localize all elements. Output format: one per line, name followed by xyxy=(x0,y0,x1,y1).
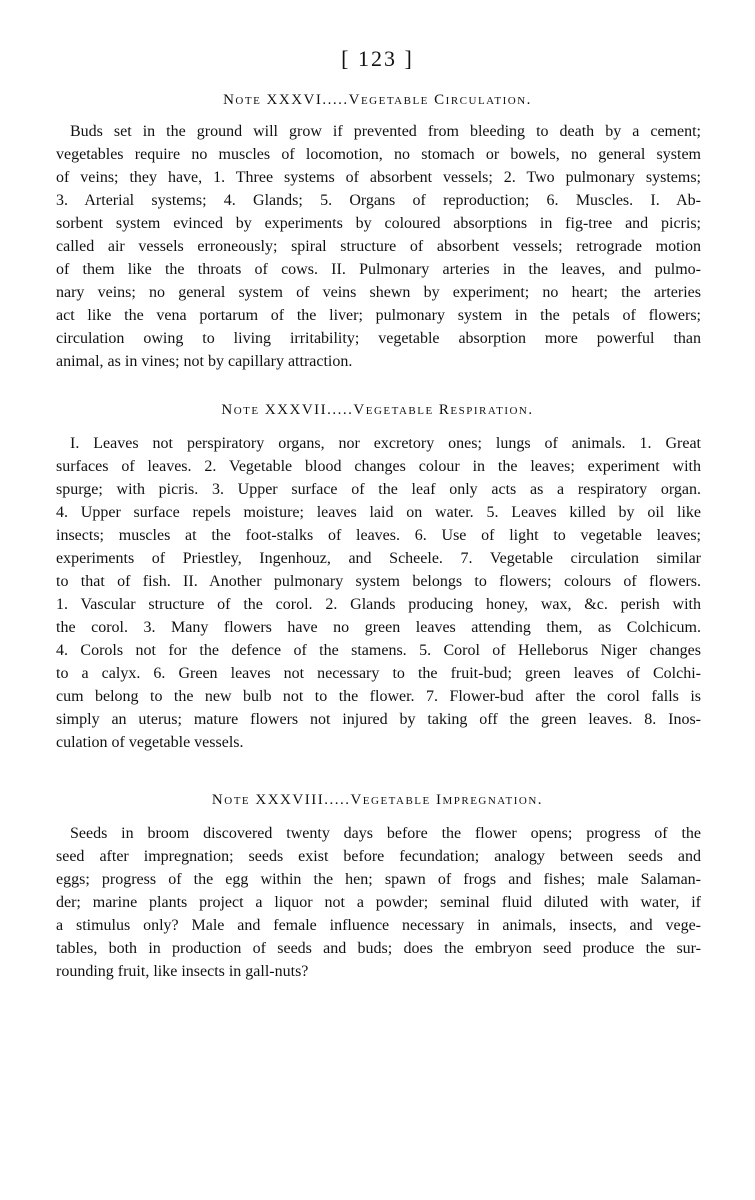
text-line: seed after impregnation; seeds exist before fecundation; analogy between seeds and xyxy=(56,848,701,865)
text-line: culation of vegetable vessels. xyxy=(56,734,244,751)
text-line: act like the vena portarum of the liver; pulmonary system in the petals of flowers; xyxy=(56,307,701,324)
page-number: [ 123 ] xyxy=(341,46,414,71)
section-body-impregnation xyxy=(56,822,701,983)
text-line: sorbent system evinced by experiments by coloured absorptions in fig-tree and picris; xyxy=(56,215,701,232)
text-line: to a calyx. 6. Green leaves not necessary to the fruit-bud; green leaves of Colchi- xyxy=(56,665,701,682)
text-line: to that of fish. II. Another pulmonary system belongs to flowers; colours of flowers. xyxy=(56,573,701,590)
text-line: of veins; they have, 1. Three systems of absorbent vessels; 2. Two pulmonary systems; xyxy=(56,169,701,186)
text-line: I. Leaves not perspiratory organs, nor excretory ones; lungs of animals. 1. Great xyxy=(70,435,701,452)
section-heading-respiration: Note XXXVII.....Vegetable Respiration. xyxy=(221,402,534,418)
text-line: experiments of Priestley, Ingenhouz, and Scheele. 7. Vegetable circulation similar xyxy=(56,550,701,567)
section-heading-impregnation: Note XXXVIII.....Vegetable Impregnation. xyxy=(211,792,544,808)
text-line: Seeds in broom discovered twenty days before the flower opens; progress of the xyxy=(70,825,701,842)
text-line: simply an uterus; mature flowers not injured by taking off the green leaves. 8. Inos- xyxy=(56,711,701,728)
text-line: der; marine plants project a liquor not a powder; seminal fluid diluted with water, if xyxy=(56,894,701,911)
text-line: the corol. 3. Many flowers have no green leaves attending them, as Colchicum. xyxy=(56,619,701,636)
text-line: 4. Corols not for the defence of the stamens. 5. Corol of Helleborus Niger changes xyxy=(56,642,701,659)
text-line: eggs; progress of the egg within the hen; spawn of frogs and fishes; male Salaman- xyxy=(56,871,701,888)
text-line: rounding fruit, like insects in gall-nuts? xyxy=(56,963,309,980)
text-line: animal, as in vines; not by capillary attraction. xyxy=(56,353,353,370)
text-line: 3. Arterial systems; 4. Glands; 5. Organs of reproduction; 6. Muscles. I. Ab- xyxy=(56,192,701,209)
text-line: nary veins; no general system of veins shewn by experiment; no heart; the arteries xyxy=(56,284,701,301)
text-line: tables, both in production of seeds and buds; does the embryon seed produce the sur- xyxy=(56,940,701,957)
text-line: vegetables require no muscles of locomotion, no stomach or bowels, no general system xyxy=(56,146,701,163)
text-line: insects; muscles at the foot-stalks of leaves. 6. Use of light to vegetable leaves; xyxy=(56,527,701,544)
text-line: Buds set in the ground will grow if prevented from bleeding to death by a cement; xyxy=(70,123,701,140)
text-line: spurge; with picris. 3. Upper surface of the leaf only acts as a respiratory organ. xyxy=(56,481,701,498)
text-line: cum belong to the new bulb not to the flower. 7. Flower-bud after the corol falls is xyxy=(56,688,701,705)
text-line: a stimulus only? Male and female influence necessary in animals, insects, and vege- xyxy=(56,917,701,934)
text-line: surfaces of leaves. 2. Vegetable blood changes colour in the leaves; experiment with xyxy=(56,458,701,475)
section-heading-circulation: Note XXXVI.....Vegetable Circulation. xyxy=(223,92,532,108)
text-line: 4. Upper surface repels moisture; leaves laid on water. 5. Leaves killed by oil like xyxy=(56,504,701,521)
text-line: 1. Vascular structure of the corol. 2. Glands producing honey, wax, &c. perish with xyxy=(56,596,701,613)
text-line: circulation owing to living irritability; vegetable absorption more powerful than xyxy=(56,330,701,347)
text-line: of them like the throats of cows. II. Pulmonary arteries in the leaves, and pulmo- xyxy=(56,261,701,278)
text-line: called air vessels erroneously; spiral structure of absorbent vessels; retrograde motion xyxy=(56,238,701,255)
section-body-respiration xyxy=(56,432,701,754)
section-body-circulation xyxy=(56,120,701,373)
